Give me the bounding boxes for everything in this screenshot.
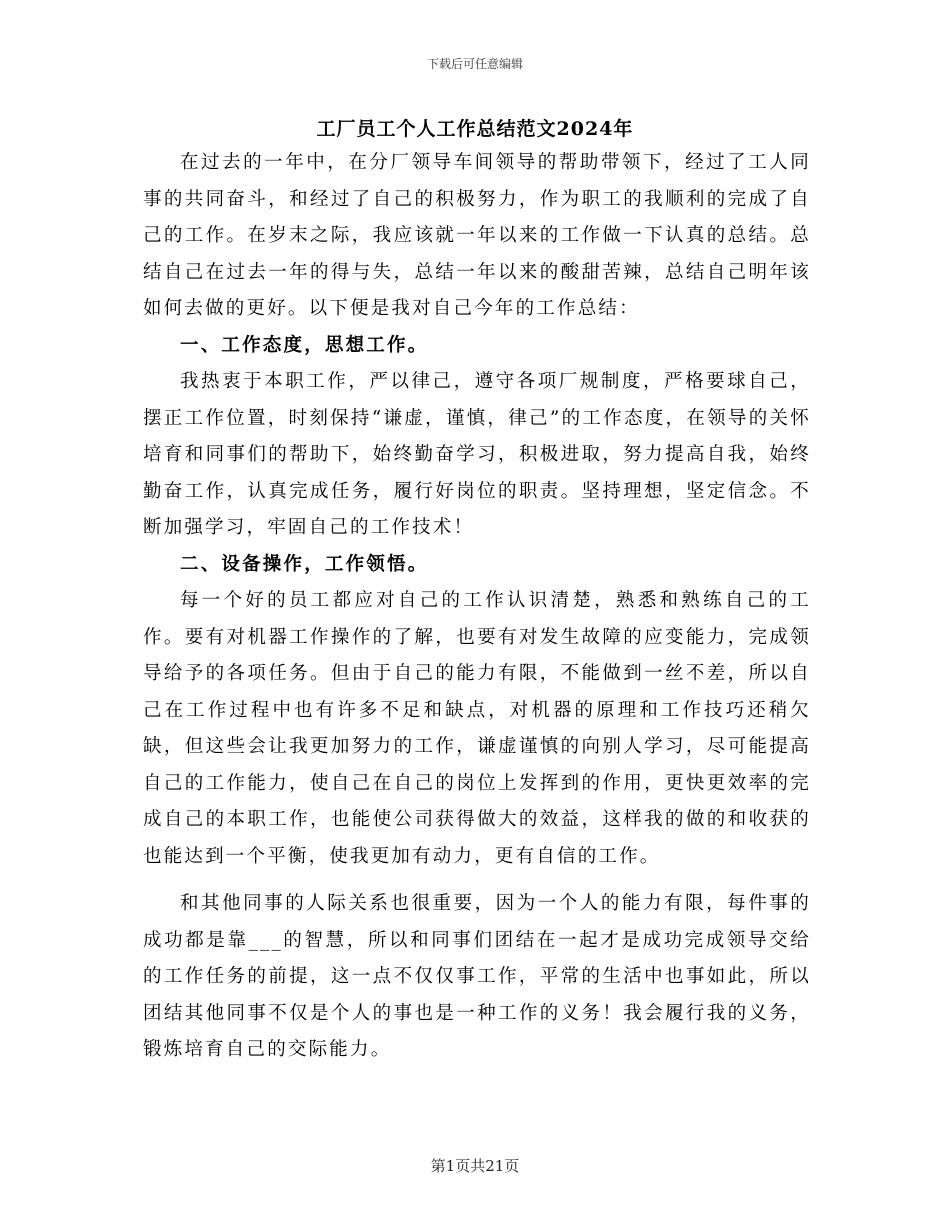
- section-2-paragraph-2: 和其他同事的人际关系也很重要，因为一个人的能力有限，每件事的成功都是靠___的智慧，所以和同事们团结在一起才是成功完成领导交给的工作任务的前提，这一点不仅仅事工作，平常的生活中也事如此，所以团结其他同事不仅是个人的事也是一种工作的义务！我会履行我的义务，锻炼培育自己的交际能力。: [143, 893, 811, 1060]
- section-2-paragraph-1: 每一个好的员工都应对自己的工作认识清楚，熟悉和熟练自己的工作。要有对机器工作操作的了解，也要有对发生故障的应变能力，完成领导给予的各项任务。但由于自己的能力有限，不能做到一丝不差，所以自己在工作过程中也有许多不足和缺点，对机器的原理和工作技巧还稍欠缺，但这些会让我更加努力的工作，谦虚谨慎的向别人学习，尽可能提高自己的工作能力，使自己在自己的岗位上发挥到的作用，更快更效率的完成自己的本职工作，也能使公司获得做大的效益，这样我的做的和收获的也能达到一个平衡，使我更加有动力，更有自信的工作。: [143, 590, 811, 867]
- section-heading-1: 一、工作态度，思想工作。: [180, 334, 429, 356]
- document-title: 工厂员工个人工作总结范文2024年: [316, 118, 634, 140]
- page-footer: 第1页共21页: [430, 1157, 520, 1175]
- header-note: 下载后可任意编辑: [426, 57, 523, 71]
- section-1-paragraph: 我热衷于本职工作，严以律己，遵守各项厂规制度，严格要球自己，摆正工作位置，时刻保持“谦虚，谨慎，律己”的工作态度，在领导的关怀培育和同事们的帮助下，始终勤奋学习，积极进取，努力提高自我，始终勤奋工作，认真完成任务，履行好岗位的职责。坚持理想，坚定信念。不断加强学习，牢固自己的工作技术！: [143, 371, 811, 538]
- section-heading-2: 二、设备操作，工作领悟。: [180, 553, 429, 575]
- document-body: [143, 145, 811, 1069]
- intro-paragraph: 在过去的一年中，在分厂领导车间领导的帮助带领下，经过了工人同事的共同奋斗，和经过了自己的积极努力，作为职工的我顺利的完成了自己的工作。在岁末之际，我应该就一年以来的工作做一下认真的总结。总结自己在过去一年的得与失，总结一年以来的酸甜苦辣，总结自己明年该如何去做的更好。以下便是我对自己今年的工作总结：: [143, 152, 811, 319]
